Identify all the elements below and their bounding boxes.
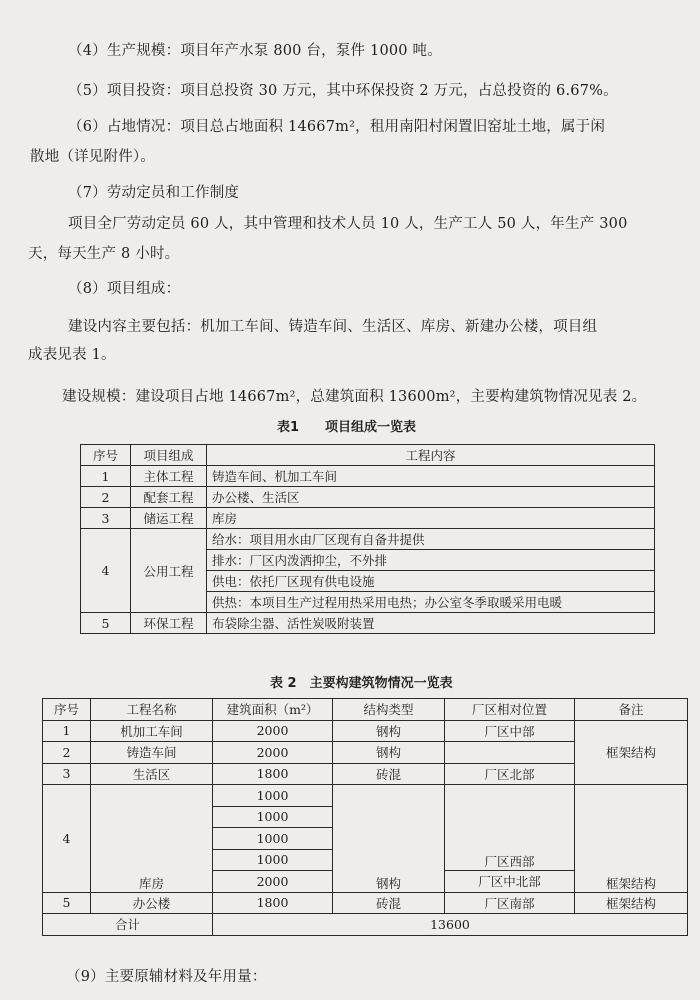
cell-type: 钢构 bbox=[333, 720, 445, 742]
text-line: （5）项目投资：项目总投资 30 万元，其中环保投资 2 万元，占总投资的 6.67%。 bbox=[68, 83, 618, 99]
cell-content: 办公楼、生活区 bbox=[207, 487, 655, 508]
cell-area: 1000 bbox=[213, 785, 333, 807]
header-cell: 项目组成 bbox=[131, 445, 207, 466]
cell-content: 供电：依托厂区现有供电设施 bbox=[207, 571, 655, 592]
table1-caption: 表1 项目组成一览表 bbox=[277, 420, 417, 435]
cell-content: 布袋除尘器、活性炭吸附装置 bbox=[207, 613, 655, 634]
table2-caption: 表 2 主要构建筑物情况一览表 bbox=[270, 676, 453, 691]
text-line: 散地（详见附件）。 bbox=[30, 149, 156, 165]
text-line: 建设内容主要包括：机加工车间、铸造车间、生活区、库房、新建办公楼，项目组 bbox=[68, 319, 598, 335]
cell-content: 铸造车间、机加工车间 bbox=[207, 466, 655, 487]
table-row bbox=[81, 529, 655, 550]
text-line: 项目全厂劳动定员 60 人，其中管理和技术人员 10 人，生产工人 50 人，年生产 300 bbox=[68, 216, 628, 232]
cell-name: 机加工车间 bbox=[91, 720, 213, 742]
table-row bbox=[43, 720, 688, 742]
table-row bbox=[43, 892, 688, 914]
text-line: 建设规模：建设项目占地 14667m²，总建筑面积 13600m²，主要构建筑物情况见表 2。 bbox=[62, 389, 647, 405]
cell-note: 框架结构 bbox=[575, 785, 688, 893]
cell-type: 钢构 bbox=[333, 742, 445, 764]
cell-area: 1000 bbox=[213, 849, 333, 871]
cell-note: 框架结构 bbox=[575, 720, 688, 785]
cell-note: 框架结构 bbox=[575, 892, 688, 914]
header-cell: 工程内容 bbox=[207, 445, 655, 466]
cell-type: 砖混 bbox=[333, 763, 445, 785]
cell-no: 5 bbox=[81, 613, 131, 634]
text-line: （6）占地情况：项目总占地面积 14667m²，租用南阳村闲置旧窑址土地，属于闲 bbox=[68, 119, 606, 135]
cell-type: 砖混 bbox=[333, 892, 445, 914]
main-buildings-table bbox=[42, 698, 688, 936]
cell-position: 厂区中部 bbox=[445, 720, 575, 742]
cell-area: 2000 bbox=[213, 720, 333, 742]
cell-no: 4 bbox=[43, 785, 91, 893]
text-line: （7）劳动定员和工作制度 bbox=[68, 185, 240, 201]
cell-name: 公用工程 bbox=[131, 529, 207, 613]
cell-content: 给水：项目用水由厂区现有自备井提供 bbox=[207, 529, 655, 550]
cell-no: 2 bbox=[81, 487, 131, 508]
table-total-row bbox=[43, 914, 688, 936]
total-label: 合计 bbox=[43, 914, 213, 936]
cell-no: 3 bbox=[81, 508, 131, 529]
cell-no: 5 bbox=[43, 892, 91, 914]
table-row bbox=[81, 613, 655, 634]
cell-position bbox=[445, 742, 575, 764]
cell-no: 1 bbox=[43, 720, 91, 742]
cell-content: 库房 bbox=[207, 508, 655, 529]
table-row bbox=[81, 508, 655, 529]
header-cell: 序号 bbox=[81, 445, 131, 466]
cell-name: 办公楼 bbox=[91, 892, 213, 914]
cell-area: 1800 bbox=[213, 763, 333, 785]
cell-area: 1800 bbox=[213, 892, 333, 914]
header-cell: 备注 bbox=[575, 699, 688, 721]
cell-name: 主体工程 bbox=[131, 466, 207, 487]
project-composition-table bbox=[80, 444, 655, 634]
header-cell: 建筑面积（m²） bbox=[213, 699, 333, 721]
text-line: （8）项目组成： bbox=[68, 281, 181, 297]
text-line: （4）生产规模：项目年产水泵 800 台，泵件 1000 吨。 bbox=[68, 43, 442, 59]
text-line: 成表见表 1。 bbox=[28, 347, 116, 363]
total-value: 13600 bbox=[213, 914, 688, 936]
header-cell: 序号 bbox=[43, 699, 91, 721]
header-cell: 工程名称 bbox=[91, 699, 213, 721]
cell-position: 厂区西部 bbox=[445, 785, 575, 871]
cell-area: 2000 bbox=[213, 742, 333, 764]
table-row bbox=[43, 785, 688, 807]
cell-no: 1 bbox=[81, 466, 131, 487]
cell-position: 厂区中北部 bbox=[445, 871, 575, 893]
cell-name: 储运工程 bbox=[131, 508, 207, 529]
cell-position: 厂区南部 bbox=[445, 892, 575, 914]
cell-content: 排水：厂区内泼洒抑尘，不外排 bbox=[207, 550, 655, 571]
table-row bbox=[81, 466, 655, 487]
cell-no: 3 bbox=[43, 763, 91, 785]
header-cell: 厂区相对位置 bbox=[445, 699, 575, 721]
cell-type: 钢构 bbox=[333, 785, 445, 893]
cell-name: 配套工程 bbox=[131, 487, 207, 508]
cell-name: 铸造车间 bbox=[91, 742, 213, 764]
cell-name: 生活区 bbox=[91, 763, 213, 785]
cell-area: 2000 bbox=[213, 871, 333, 893]
cell-content: 供热：本项目生产过程用热采用电热；办公室冬季取暖采用电暖 bbox=[207, 592, 655, 613]
cell-name: 库房 bbox=[91, 785, 213, 893]
cell-area: 1000 bbox=[213, 806, 333, 828]
cell-name: 环保工程 bbox=[131, 613, 207, 634]
text-line: （9）主要原辅材料及年用量： bbox=[66, 969, 267, 985]
cell-area: 1000 bbox=[213, 828, 333, 850]
table-header-row bbox=[43, 699, 688, 721]
header-cell: 结构类型 bbox=[333, 699, 445, 721]
text-line: 天，每天生产 8 小时。 bbox=[28, 246, 180, 262]
table-header-row bbox=[81, 445, 655, 466]
table-row bbox=[81, 487, 655, 508]
cell-no: 2 bbox=[43, 742, 91, 764]
cell-no: 4 bbox=[81, 529, 131, 613]
cell-position: 厂区北部 bbox=[445, 763, 575, 785]
